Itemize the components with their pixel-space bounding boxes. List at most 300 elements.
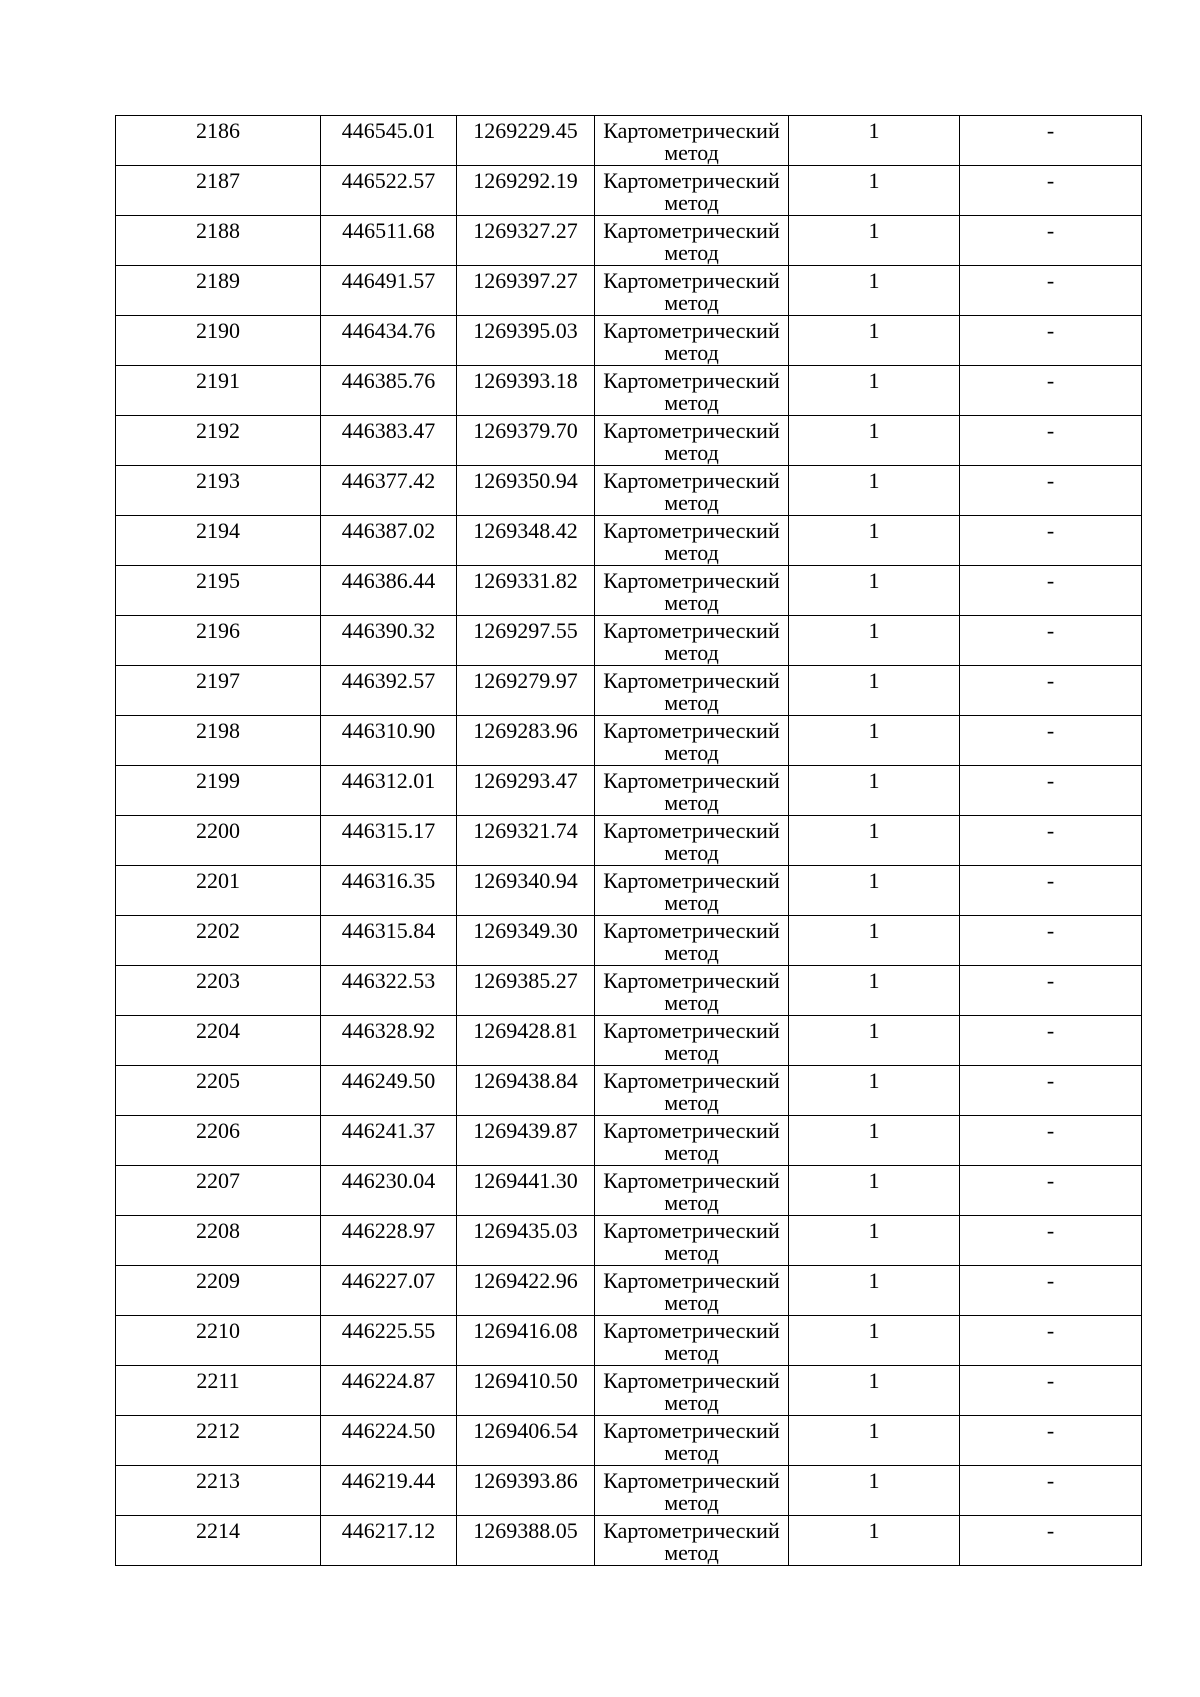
accuracy-cell <box>789 966 960 1016</box>
accuracy-cell <box>789 1116 960 1166</box>
accuracy-cell <box>789 316 960 366</box>
description-cell <box>960 866 1142 916</box>
y-coordinate-cell <box>457 116 595 166</box>
description-cell <box>960 1366 1142 1416</box>
description-cell <box>960 966 1142 1016</box>
point-number-cell-text: 2193 <box>196 468 240 493</box>
y-coordinate-cell <box>457 1216 595 1266</box>
x-coordinate-cell-text: 446227.07 <box>341 1268 436 1293</box>
x-coordinate-cell <box>321 866 457 916</box>
point-number-cell <box>116 866 321 916</box>
x-coordinate-cell <box>321 216 457 266</box>
accuracy-cell-text: 1 <box>868 1468 880 1493</box>
x-coordinate-cell-text: 446249.50 <box>341 1068 436 1093</box>
table-row <box>116 116 1142 166</box>
method-cell <box>595 666 789 716</box>
method-cell-text: Картометрический метод <box>603 768 780 815</box>
method-cell-text: Картометрический метод <box>603 1118 780 1165</box>
method-cell <box>595 1366 789 1416</box>
y-coordinate-cell-text: 1269397.27 <box>473 268 578 293</box>
table-row <box>116 1516 1142 1566</box>
point-number-cell-text: 2201 <box>196 868 240 893</box>
x-coordinate-cell-text: 446387.02 <box>341 518 436 543</box>
y-coordinate-cell <box>457 216 595 266</box>
table-row <box>116 1466 1142 1516</box>
coordinates-table <box>115 115 1142 1566</box>
description-cell-text: - <box>1046 818 1055 843</box>
y-coordinate-cell <box>457 1266 595 1316</box>
table-row <box>116 366 1142 416</box>
point-number-cell-text: 2198 <box>196 718 240 743</box>
accuracy-cell <box>789 1016 960 1066</box>
x-coordinate-cell <box>321 616 457 666</box>
description-cell <box>960 366 1142 416</box>
method-cell-text: Картометрический метод <box>603 218 780 265</box>
y-coordinate-cell-text: 1269395.03 <box>473 318 578 343</box>
method-cell-text: Картометрический метод <box>603 1418 780 1465</box>
method-cell-text: Картометрический метод <box>603 1468 780 1515</box>
point-number-cell <box>116 366 321 416</box>
accuracy-cell-text: 1 <box>868 1068 880 1093</box>
method-cell <box>595 1516 789 1566</box>
y-coordinate-cell <box>457 316 595 366</box>
accuracy-cell-text: 1 <box>868 968 880 993</box>
y-coordinate-cell-text: 1269388.05 <box>473 1518 578 1543</box>
table-row <box>116 216 1142 266</box>
accuracy-cell <box>789 616 960 666</box>
x-coordinate-cell <box>321 766 457 816</box>
x-coordinate-cell <box>321 166 457 216</box>
description-cell <box>960 316 1142 366</box>
method-cell <box>595 116 789 166</box>
y-coordinate-cell-text: 1269327.27 <box>473 218 578 243</box>
method-cell <box>595 1066 789 1116</box>
accuracy-cell <box>789 666 960 716</box>
description-cell-text: - <box>1046 168 1055 193</box>
accuracy-cell-text: 1 <box>868 868 880 893</box>
accuracy-cell-text: 1 <box>868 568 880 593</box>
accuracy-cell <box>789 1066 960 1116</box>
method-cell-text: Картометрический метод <box>603 968 780 1015</box>
y-coordinate-cell <box>457 1016 595 1066</box>
accuracy-cell-text: 1 <box>868 768 880 793</box>
method-cell <box>595 1316 789 1366</box>
accuracy-cell-text: 1 <box>868 618 880 643</box>
description-cell-text: - <box>1046 1168 1055 1193</box>
y-coordinate-cell-text: 1269435.03 <box>473 1218 578 1243</box>
point-number-cell-text: 2197 <box>196 668 240 693</box>
y-coordinate-cell <box>457 366 595 416</box>
y-coordinate-cell-text: 1269283.96 <box>473 718 578 743</box>
x-coordinate-cell-text: 446386.44 <box>341 568 436 593</box>
x-coordinate-cell-text: 446217.12 <box>341 1518 436 1543</box>
accuracy-cell <box>789 1516 960 1566</box>
table-row <box>116 916 1142 966</box>
accuracy-cell-text: 1 <box>868 818 880 843</box>
description-cell <box>960 1016 1142 1066</box>
y-coordinate-cell-text: 1269321.74 <box>473 818 578 843</box>
description-cell-text: - <box>1046 118 1055 143</box>
method-cell-text: Картометрический метод <box>603 318 780 365</box>
table-row <box>116 516 1142 566</box>
x-coordinate-cell-text: 446225.55 <box>341 1318 436 1343</box>
point-number-cell-text: 2204 <box>196 1018 240 1043</box>
x-coordinate-cell-text: 446491.57 <box>341 268 436 293</box>
point-number-cell-text: 2214 <box>196 1518 240 1543</box>
x-coordinate-cell <box>321 916 457 966</box>
table-row <box>116 766 1142 816</box>
accuracy-cell <box>789 366 960 416</box>
description-cell <box>960 716 1142 766</box>
x-coordinate-cell <box>321 316 457 366</box>
table-row <box>116 1116 1142 1166</box>
x-coordinate-cell-text: 446434.76 <box>341 318 436 343</box>
accuracy-cell-text: 1 <box>868 918 880 943</box>
y-coordinate-cell <box>457 866 595 916</box>
y-coordinate-cell-text: 1269416.08 <box>473 1318 578 1343</box>
table-row <box>116 1316 1142 1366</box>
y-coordinate-cell <box>457 266 595 316</box>
x-coordinate-cell-text: 446511.68 <box>342 218 435 243</box>
point-number-cell <box>116 916 321 966</box>
accuracy-cell-text: 1 <box>868 168 880 193</box>
y-coordinate-cell <box>457 1366 595 1416</box>
table-row <box>116 866 1142 916</box>
point-number-cell-text: 2187 <box>196 168 240 193</box>
method-cell-text: Картометрический метод <box>603 368 780 415</box>
point-number-cell <box>116 416 321 466</box>
x-coordinate-cell <box>321 1516 457 1566</box>
description-cell-text: - <box>1046 768 1055 793</box>
accuracy-cell-text: 1 <box>868 468 880 493</box>
point-number-cell-text: 2191 <box>196 368 240 393</box>
table-row <box>116 716 1142 766</box>
method-cell-text: Картометрический метод <box>603 1518 780 1565</box>
accuracy-cell-text: 1 <box>868 268 880 293</box>
table-row <box>116 1366 1142 1416</box>
description-cell <box>960 916 1142 966</box>
method-cell <box>595 866 789 916</box>
method-cell-text: Картометрический метод <box>603 468 780 515</box>
method-cell <box>595 1266 789 1316</box>
point-number-cell <box>116 1016 321 1066</box>
accuracy-cell <box>789 816 960 866</box>
table-row <box>116 316 1142 366</box>
method-cell-text: Картометрический метод <box>603 118 780 165</box>
method-cell-text: Картометрический метод <box>603 1068 780 1115</box>
y-coordinate-cell-text: 1269385.27 <box>473 968 578 993</box>
x-coordinate-cell <box>321 1466 457 1516</box>
x-coordinate-cell-text: 446228.97 <box>341 1218 436 1243</box>
description-cell-text: - <box>1046 868 1055 893</box>
y-coordinate-cell-text: 1269293.47 <box>473 768 578 793</box>
point-number-cell-text: 2190 <box>196 318 240 343</box>
y-coordinate-cell <box>457 816 595 866</box>
y-coordinate-cell <box>457 416 595 466</box>
y-coordinate-cell-text: 1269393.86 <box>473 1468 578 1493</box>
x-coordinate-cell-text: 446315.17 <box>341 818 436 843</box>
description-cell <box>960 566 1142 616</box>
y-coordinate-cell-text: 1269406.54 <box>473 1418 578 1443</box>
point-number-cell <box>116 1416 321 1466</box>
point-number-cell-text: 2195 <box>196 568 240 593</box>
x-coordinate-cell-text: 446224.50 <box>341 1418 436 1443</box>
point-number-cell-text: 2210 <box>196 1318 240 1343</box>
y-coordinate-cell <box>457 516 595 566</box>
y-coordinate-cell <box>457 566 595 616</box>
point-number-cell <box>116 266 321 316</box>
point-number-cell <box>116 516 321 566</box>
method-cell <box>595 266 789 316</box>
x-coordinate-cell-text: 446383.47 <box>341 418 436 443</box>
table-body <box>116 116 1142 1566</box>
point-number-cell-text: 2209 <box>196 1268 240 1293</box>
x-coordinate-cell-text: 446219.44 <box>341 1468 436 1493</box>
table-row <box>116 966 1142 1016</box>
method-cell <box>595 1166 789 1216</box>
method-cell <box>595 1016 789 1066</box>
method-cell-text: Картометрический метод <box>603 918 780 965</box>
accuracy-cell-text: 1 <box>868 718 880 743</box>
description-cell <box>960 1266 1142 1316</box>
description-cell <box>960 616 1142 666</box>
description-cell <box>960 1166 1142 1216</box>
method-cell-text: Картометрический метод <box>603 868 780 915</box>
point-number-cell-text: 2186 <box>196 118 240 143</box>
accuracy-cell-text: 1 <box>868 318 880 343</box>
method-cell <box>595 366 789 416</box>
point-number-cell-text: 2189 <box>196 268 240 293</box>
accuracy-cell <box>789 166 960 216</box>
description-cell-text: - <box>1046 1018 1055 1043</box>
y-coordinate-cell <box>457 166 595 216</box>
accuracy-cell <box>789 516 960 566</box>
point-number-cell-text: 2202 <box>196 918 240 943</box>
method-cell <box>595 316 789 366</box>
accuracy-cell <box>789 766 960 816</box>
method-cell-text: Картометрический метод <box>603 1168 780 1215</box>
accuracy-cell-text: 1 <box>868 668 880 693</box>
method-cell-text: Картометрический метод <box>603 718 780 765</box>
x-coordinate-cell <box>321 1316 457 1366</box>
description-cell <box>960 1066 1142 1116</box>
description-cell <box>960 166 1142 216</box>
method-cell <box>595 916 789 966</box>
description-cell-text: - <box>1046 1418 1055 1443</box>
point-number-cell-text: 2188 <box>196 218 240 243</box>
method-cell-text: Картометрический метод <box>603 668 780 715</box>
x-coordinate-cell <box>321 116 457 166</box>
method-cell-text: Картометрический метод <box>603 518 780 565</box>
description-cell-text: - <box>1046 1068 1055 1093</box>
y-coordinate-cell <box>457 766 595 816</box>
description-cell <box>960 1466 1142 1516</box>
method-cell <box>595 566 789 616</box>
description-cell <box>960 116 1142 166</box>
accuracy-cell <box>789 566 960 616</box>
accuracy-cell <box>789 416 960 466</box>
point-number-cell-text: 2194 <box>196 518 240 543</box>
x-coordinate-cell-text: 446328.92 <box>341 1018 436 1043</box>
point-number-cell <box>116 566 321 616</box>
x-coordinate-cell <box>321 366 457 416</box>
point-number-cell-text: 2206 <box>196 1118 240 1143</box>
point-number-cell-text: 2205 <box>196 1068 240 1093</box>
accuracy-cell-text: 1 <box>868 1518 880 1543</box>
point-number-cell <box>116 1166 321 1216</box>
point-number-cell <box>116 1266 321 1316</box>
point-number-cell <box>116 1316 321 1366</box>
x-coordinate-cell-text: 446312.01 <box>341 768 436 793</box>
x-coordinate-cell-text: 446522.57 <box>341 168 436 193</box>
x-coordinate-cell <box>321 566 457 616</box>
point-number-cell-text: 2212 <box>196 1418 240 1443</box>
accuracy-cell <box>789 866 960 916</box>
x-coordinate-cell-text: 446377.42 <box>341 468 436 493</box>
y-coordinate-cell <box>457 966 595 1016</box>
point-number-cell-text: 2196 <box>196 618 240 643</box>
y-coordinate-cell-text: 1269348.42 <box>473 518 578 543</box>
table-row <box>116 416 1142 466</box>
point-number-cell-text: 2192 <box>196 418 240 443</box>
method-cell <box>595 966 789 1016</box>
description-cell <box>960 1516 1142 1566</box>
accuracy-cell-text: 1 <box>868 118 880 143</box>
description-cell-text: - <box>1046 1318 1055 1343</box>
table-row <box>116 266 1142 316</box>
x-coordinate-cell-text: 446230.04 <box>341 1168 436 1193</box>
method-cell-text: Картометрический метод <box>603 418 780 465</box>
method-cell <box>595 816 789 866</box>
point-number-cell <box>116 1516 321 1566</box>
y-coordinate-cell <box>457 466 595 516</box>
accuracy-cell <box>789 1266 960 1316</box>
x-coordinate-cell-text: 446310.90 <box>341 718 436 743</box>
table-row <box>116 466 1142 516</box>
accuracy-cell-text: 1 <box>868 1118 880 1143</box>
description-cell-text: - <box>1046 918 1055 943</box>
point-number-cell-text: 2200 <box>196 818 240 843</box>
x-coordinate-cell <box>321 1166 457 1216</box>
description-cell <box>960 466 1142 516</box>
x-coordinate-cell <box>321 1416 457 1466</box>
y-coordinate-cell <box>457 1516 595 1566</box>
table-row <box>116 566 1142 616</box>
method-cell-text: Картометрический метод <box>603 168 780 215</box>
y-coordinate-cell-text: 1269379.70 <box>473 418 578 443</box>
y-coordinate-cell <box>457 1316 595 1366</box>
table-row <box>116 1016 1142 1066</box>
description-cell-text: - <box>1046 668 1055 693</box>
point-number-cell <box>116 116 321 166</box>
method-cell-text: Картометрический метод <box>603 268 780 315</box>
point-number-cell <box>116 316 321 366</box>
y-coordinate-cell <box>457 616 595 666</box>
x-coordinate-cell <box>321 716 457 766</box>
description-cell <box>960 1416 1142 1466</box>
x-coordinate-cell <box>321 266 457 316</box>
point-number-cell <box>116 166 321 216</box>
description-cell-text: - <box>1046 568 1055 593</box>
description-cell-text: - <box>1046 518 1055 543</box>
method-cell-text: Картометрический метод <box>603 1268 780 1315</box>
method-cell <box>595 1416 789 1466</box>
table-row <box>116 616 1142 666</box>
description-cell <box>960 216 1142 266</box>
method-cell <box>595 1116 789 1166</box>
point-number-cell <box>116 1366 321 1416</box>
method-cell <box>595 216 789 266</box>
accuracy-cell-text: 1 <box>868 418 880 443</box>
table-row <box>116 666 1142 716</box>
y-coordinate-cell-text: 1269292.19 <box>473 168 578 193</box>
description-cell-text: - <box>1046 1468 1055 1493</box>
point-number-cell <box>116 1216 321 1266</box>
x-coordinate-cell <box>321 1016 457 1066</box>
x-coordinate-cell-text: 446392.57 <box>341 668 436 693</box>
point-number-cell <box>116 666 321 716</box>
description-cell <box>960 1316 1142 1366</box>
accuracy-cell-text: 1 <box>868 368 880 393</box>
method-cell <box>595 766 789 816</box>
y-coordinate-cell <box>457 1466 595 1516</box>
x-coordinate-cell <box>321 1066 457 1116</box>
method-cell <box>595 1466 789 1516</box>
point-number-cell-text: 2203 <box>196 968 240 993</box>
accuracy-cell <box>789 1316 960 1366</box>
y-coordinate-cell-text: 1269438.84 <box>473 1068 578 1093</box>
x-coordinate-cell <box>321 416 457 466</box>
description-cell <box>960 516 1142 566</box>
y-coordinate-cell-text: 1269410.50 <box>473 1368 578 1393</box>
y-coordinate-cell <box>457 1116 595 1166</box>
point-number-cell <box>116 466 321 516</box>
accuracy-cell <box>789 1366 960 1416</box>
accuracy-cell <box>789 216 960 266</box>
point-number-cell-text: 2208 <box>196 1218 240 1243</box>
y-coordinate-cell-text: 1269340.94 <box>473 868 578 893</box>
y-coordinate-cell-text: 1269428.81 <box>473 1018 578 1043</box>
y-coordinate-cell <box>457 1066 595 1116</box>
point-number-cell <box>116 716 321 766</box>
description-cell <box>960 266 1142 316</box>
description-cell-text: - <box>1046 968 1055 993</box>
x-coordinate-cell-text: 446322.53 <box>341 968 436 993</box>
method-cell-text: Картометрический метод <box>603 618 780 665</box>
x-coordinate-cell <box>321 1116 457 1166</box>
point-number-cell-text: 2213 <box>196 1468 240 1493</box>
description-cell-text: - <box>1046 318 1055 343</box>
description-cell <box>960 1216 1142 1266</box>
y-coordinate-cell-text: 1269350.94 <box>473 468 578 493</box>
description-cell <box>960 416 1142 466</box>
description-cell <box>960 1116 1142 1166</box>
table-row <box>116 166 1142 216</box>
description-cell-text: - <box>1046 218 1055 243</box>
x-coordinate-cell <box>321 1216 457 1266</box>
accuracy-cell-text: 1 <box>868 1018 880 1043</box>
description-cell-text: - <box>1046 1218 1055 1243</box>
point-number-cell <box>116 966 321 1016</box>
method-cell <box>595 166 789 216</box>
x-coordinate-cell <box>321 516 457 566</box>
accuracy-cell <box>789 916 960 966</box>
point-number-cell <box>116 1116 321 1166</box>
table-row <box>116 1266 1142 1316</box>
accuracy-cell <box>789 266 960 316</box>
y-coordinate-cell-text: 1269441.30 <box>473 1168 578 1193</box>
accuracy-cell-text: 1 <box>868 218 880 243</box>
